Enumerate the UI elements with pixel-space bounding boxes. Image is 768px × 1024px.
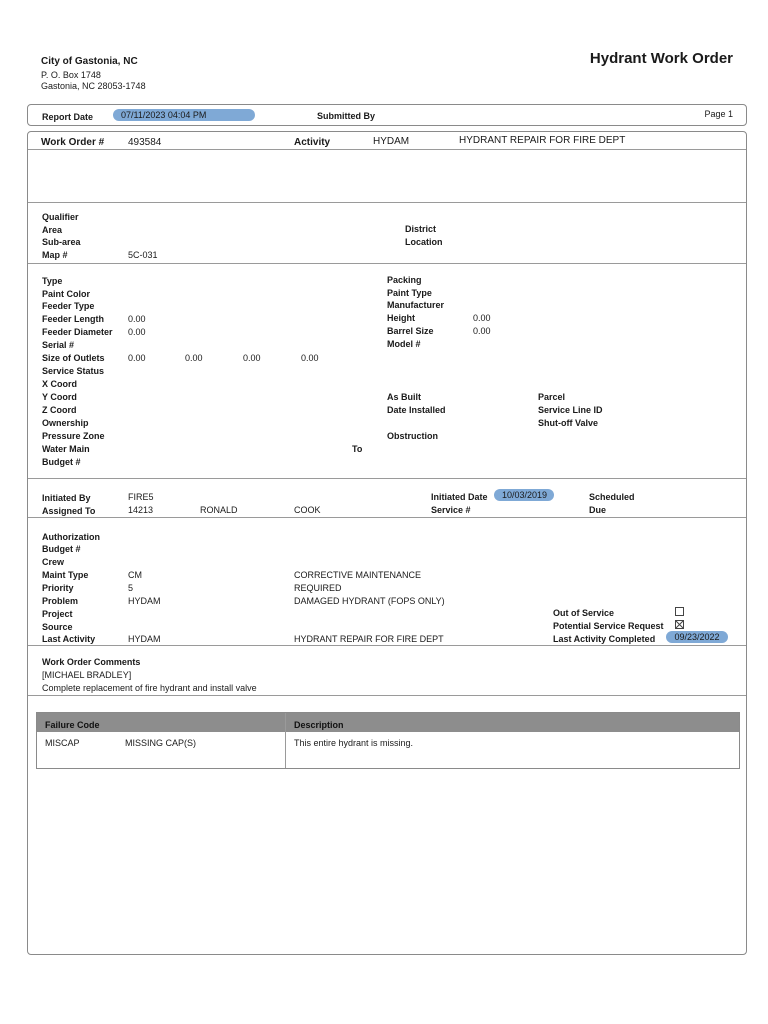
divider	[28, 478, 746, 479]
work-order-label: Work Order #	[41, 137, 105, 148]
outlet-size-4: 0.00	[301, 353, 319, 363]
last-completed-label: Last Activity Completed	[553, 634, 656, 644]
priority-description: REQUIRED	[294, 583, 342, 593]
address-line-2: Gastonia, NC 28053-1748	[41, 81, 146, 91]
activity-code: HYDAM	[373, 136, 410, 147]
type-label: Type	[42, 276, 63, 286]
maint-type-code: CM	[128, 570, 142, 580]
due-label: Due	[589, 505, 607, 515]
document-title: Hydrant Work Order	[589, 50, 733, 67]
map-value: 5C-031	[128, 250, 158, 260]
divider	[28, 202, 746, 203]
initiated-by-label: Initiated By	[42, 493, 91, 503]
budget-label: Budget #	[42, 457, 81, 467]
column-divider	[285, 713, 286, 768]
last-activity-description: HYDRANT REPAIR FOR FIRE DEPT	[294, 634, 444, 644]
feeder-length-value: 0.00	[128, 314, 146, 324]
outlet-size-3: 0.00	[243, 353, 261, 363]
maint-type-description: CORRECTIVE MAINTENANCE	[294, 570, 422, 580]
problem-label: Problem	[42, 596, 79, 606]
feeder-length-label: Feeder Length	[42, 314, 105, 324]
packing-label: Packing	[387, 275, 422, 285]
potential-request-checkbox[interactable]	[675, 620, 684, 629]
x-coord-label: X Coord	[42, 379, 77, 389]
obstruction-label: Obstruction	[387, 431, 438, 441]
source-label: Source	[42, 622, 73, 632]
parcel-label: Parcel	[538, 392, 566, 402]
assigned-first-name: RONALD	[200, 505, 238, 515]
work-order-number: 493584	[128, 137, 162, 148]
outlets-label: Size of Outlets	[42, 353, 105, 363]
z-coord-label: Z Coord	[42, 405, 77, 415]
as-built-label: As Built	[387, 392, 422, 402]
serial-label: Serial #	[42, 340, 75, 350]
failure-code-header: Failure Code	[45, 720, 100, 730]
initiated-date-value: 10/03/2019	[494, 489, 554, 501]
service-line-label: Service Line ID	[538, 405, 603, 415]
paint-type-label: Paint Type	[387, 288, 432, 298]
comment-author: [MICHAEL BRADLEY]	[42, 670, 132, 680]
failure-code-description: MISSING CAP(S)	[125, 738, 197, 748]
page-number: Page 1	[704, 109, 733, 119]
divider	[28, 695, 746, 696]
shutoff-valve-label: Shut-off Valve	[538, 418, 599, 428]
to-label: To	[352, 444, 363, 454]
ownership-label: Ownership	[42, 418, 89, 428]
assigned-to-label: Assigned To	[42, 506, 96, 516]
address-line-1: P. O. Box 1748	[41, 70, 101, 80]
initiated-by-value: FIRE5	[128, 492, 154, 502]
subarea-label: Sub-area	[42, 237, 81, 247]
last-completed-value: 09/23/2022	[666, 631, 728, 643]
last-activity-code: HYDAM	[128, 634, 161, 644]
height-label: Height	[387, 313, 415, 323]
report-date-value: 07/11/2023 04:04 PM	[113, 109, 255, 121]
qualifier-label: Qualifier	[42, 212, 79, 222]
problem-code: HYDAM	[128, 596, 161, 606]
failure-code: MISCAP	[45, 738, 80, 748]
outlet-size-1: 0.00	[128, 353, 146, 363]
maint-type-label: Maint Type	[42, 570, 89, 580]
priority-code: 5	[128, 583, 134, 593]
service-status-label: Service Status	[42, 366, 105, 376]
outlet-size-2: 0.00	[185, 353, 203, 363]
description-header: Description	[294, 720, 344, 730]
divider	[28, 517, 746, 518]
authorization-label: Authorization	[42, 532, 100, 542]
divider	[28, 263, 746, 264]
report-date-label: Report Date	[42, 112, 94, 122]
last-activity-label: Last Activity	[42, 634, 96, 644]
pressure-zone-label: Pressure Zone	[42, 431, 105, 441]
location-label: Location	[405, 237, 443, 247]
crew-label: Crew	[42, 557, 65, 567]
project-label: Project	[42, 609, 73, 619]
assigned-last-name: COOK	[294, 505, 321, 515]
assigned-to-id: 14213	[128, 505, 154, 515]
failure-description: This entire hydrant is missing.	[294, 738, 414, 748]
feeder-type-label: Feeder Type	[42, 301, 95, 311]
barrel-size-label: Barrel Size	[387, 326, 434, 336]
date-installed-label: Date Installed	[387, 405, 446, 415]
divider	[28, 645, 746, 646]
height-value: 0.00	[473, 313, 491, 323]
activity-label: Activity	[294, 137, 331, 148]
org-name: City of Gastonia, NC	[41, 56, 138, 67]
scheduled-label: Scheduled	[589, 492, 635, 502]
map-label: Map #	[42, 250, 68, 260]
checked-x-icon	[676, 621, 683, 628]
model-label: Model #	[387, 339, 421, 349]
manufacturer-label: Manufacturer	[387, 300, 445, 310]
potential-request-label: Potential Service Request	[553, 621, 664, 631]
district-label: District	[405, 224, 437, 234]
area-label: Area	[42, 225, 63, 235]
water-main-label: Water Main	[42, 444, 90, 454]
comments-label: Work Order Comments	[42, 657, 141, 667]
comment-text: Complete replacement of fire hydrant and install valve	[42, 683, 257, 693]
out-of-service-label: Out of Service	[553, 608, 615, 618]
feeder-diameter-label: Feeder Diameter	[42, 327, 113, 337]
barrel-size-value: 0.00	[473, 326, 491, 336]
initiated-date-label: Initiated Date	[431, 492, 488, 502]
y-coord-label: Y Coord	[42, 392, 77, 402]
feeder-diameter-value: 0.00	[128, 327, 146, 337]
out-of-service-checkbox[interactable]	[675, 607, 684, 616]
failure-table-header	[37, 713, 739, 732]
submitted-by-label: Submitted By	[317, 111, 376, 121]
maint-budget-label: Budget #	[42, 544, 81, 554]
divider	[28, 149, 746, 150]
paint-color-label: Paint Color	[42, 289, 91, 299]
activity-description: HYDRANT REPAIR FOR FIRE DEPT	[459, 135, 626, 146]
service-number-label: Service #	[431, 505, 471, 515]
problem-description: DAMAGED HYDRANT (FOPS ONLY)	[294, 596, 445, 606]
priority-label: Priority	[42, 583, 74, 593]
